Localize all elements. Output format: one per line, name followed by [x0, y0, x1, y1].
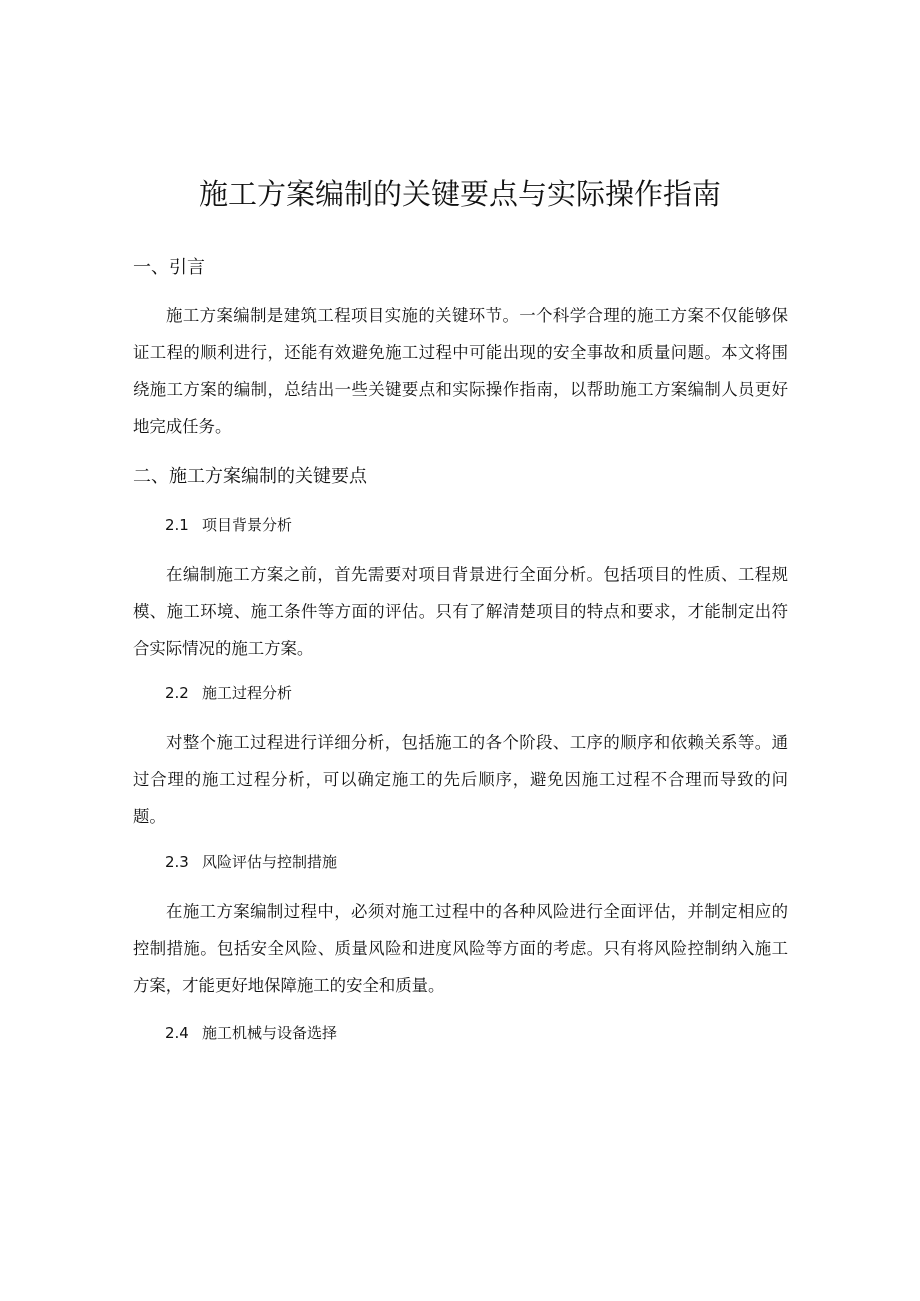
paragraph-2-3: 在施工方案编制过程中，必须对施工过程中的各种风险进行全面评估，并制定相应的控制措施。包括安全风险、质量风险和进度风险等方面的考虑。只有将风险控制纳入施工方案，才能更好地保障施工的安全和质量。: [133, 902, 788, 995]
section-heading-key-points: 二、施工方案编制的关键要点: [133, 466, 367, 487]
document-title: 施工方案编制的关键要点与实际操作指南: [198, 177, 721, 211]
subsection-heading-2-2: [165, 682, 292, 704]
subsection-number: 2.4: [165, 1024, 189, 1042]
paragraph-2-2: 对整个施工过程进行详细分析，包括施工的各个阶段、工序的顺序和依赖关系等。通过合理的施工过程分析，可以确定施工的先后顺序，避免因施工过程不合理而导致的问题。: [133, 733, 788, 826]
subsection-title: 施工过程分析: [202, 684, 293, 702]
paragraph-introduction: 施工方案编制是建筑工程项目实施的关键环节。一个科学合理的施工方案不仅能够保证工程的顺利进行，还能有效避免施工过程中可能出现的安全事故和质量问题。本文将围绕施工方案的编制，总结出一些关键要点和实际操作指南，以帮助施工方案编制人员更好地完成任务。: [133, 306, 788, 436]
subsection-heading-2-1: [165, 514, 292, 536]
subsection-heading-2-3: [165, 851, 337, 873]
subsection-title: 项目背景分析: [202, 516, 293, 534]
section-heading-introduction: 一、引言: [133, 257, 205, 278]
subsection-number: 2.3: [165, 853, 189, 871]
paragraph-2-1: 在编制施工方案之前，首先需要对项目背景进行全面分析。包括项目的性质、工程规模、施工环境、施工条件等方面的评估。只有了解清楚项目的特点和要求，才能制定出符合实际情况的施工方案。: [133, 565, 788, 658]
subsection-number: 2.2: [165, 684, 189, 702]
subsection-title: 施工机械与设备选择: [202, 1024, 338, 1042]
subsection-title: 风险评估与控制措施: [202, 853, 338, 871]
subsection-number: 2.1: [165, 516, 189, 534]
subsection-heading-2-4: [165, 1022, 337, 1044]
